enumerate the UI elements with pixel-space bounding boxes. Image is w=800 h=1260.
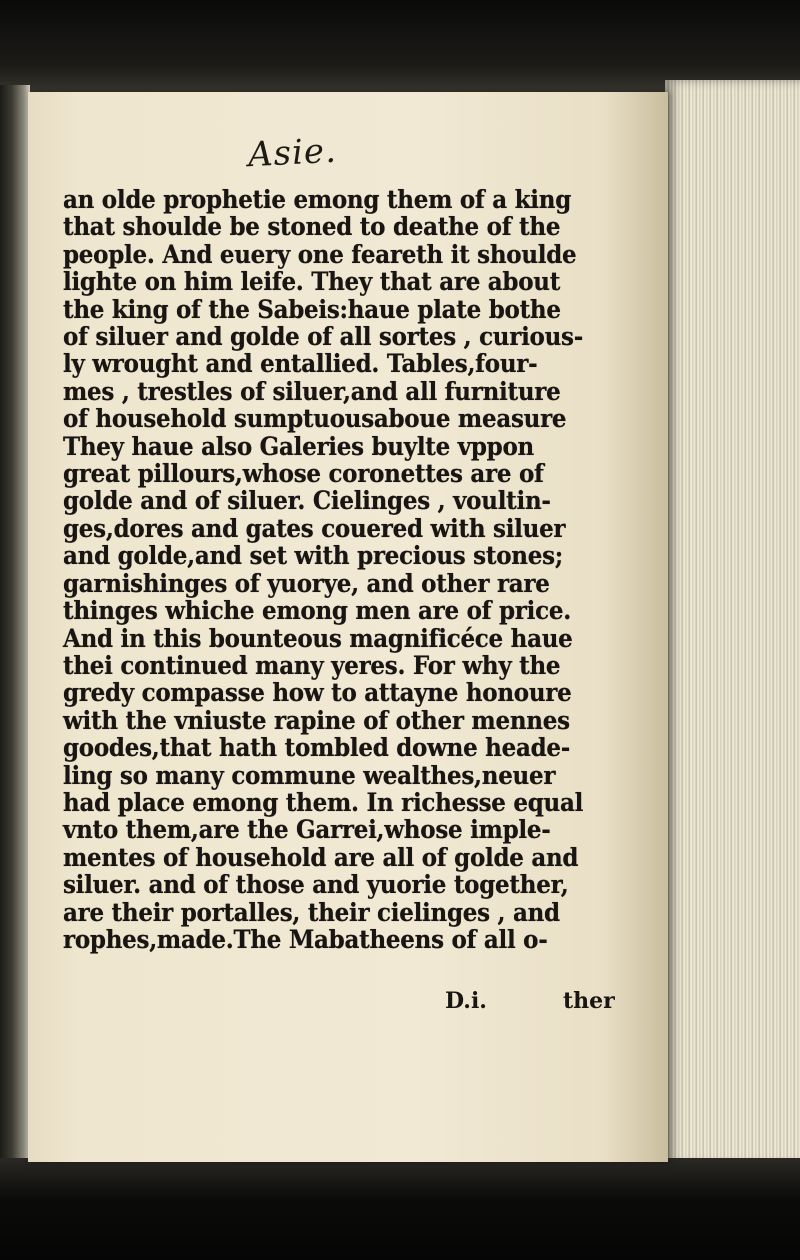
running-head: Asie. bbox=[247, 130, 338, 176]
text-line: mes , trestles of siluer,and all furniture bbox=[63, 376, 561, 406]
text-line: And in this bounteous magnificéce haue bbox=[63, 623, 573, 653]
text-line: vnto them,are the Garrei,whose imple- bbox=[63, 815, 551, 845]
text-line: thinges whiche emong men are of price. bbox=[63, 596, 571, 626]
text-line: that shoulde be stoned to deathe of the bbox=[63, 212, 561, 242]
book-spine-edge bbox=[0, 85, 30, 1165]
text-line: of siluer and golde of all sortes , curious- bbox=[63, 322, 584, 352]
text-line: siluer. and of those and yuorie together, bbox=[63, 870, 569, 900]
text-line: mentes of household are all of golde and bbox=[63, 842, 579, 872]
text-line: people. And euery one feareth it shoulde bbox=[63, 239, 577, 269]
text-line: had place emong them. In richesse equal bbox=[63, 787, 584, 817]
text-line: ly wrought and entallied. Tables,four- bbox=[63, 349, 538, 379]
text-line: goodes,that hath tombled downe heade- bbox=[63, 733, 571, 763]
text-line: of household sumptuousaboue measure bbox=[63, 404, 567, 434]
text-line: the king of the Sabeis:haue plate bothe bbox=[63, 294, 561, 324]
text-line: and golde,and set with precious stones; bbox=[63, 541, 563, 571]
text-line: gredy compasse how to attayne honoure bbox=[63, 678, 572, 708]
scan-background-bottom bbox=[0, 1158, 800, 1260]
text-line: thei continued many yeres. For why the bbox=[63, 650, 561, 680]
catchword: ther bbox=[563, 988, 615, 1014]
text-line: are their portalles, their cielinges , and bbox=[63, 897, 560, 927]
text-line: ling so many commune wealthes,neuer bbox=[63, 760, 556, 790]
text-line: garnishinges of yuorye, and other rare bbox=[63, 568, 550, 598]
text-line: an olde prophetie emong them of a king bbox=[63, 185, 572, 214]
text-line: with the vniuste rapine of other mennes bbox=[63, 705, 570, 735]
text-line: great pillours,whose coronettes are of bbox=[63, 459, 544, 489]
page-fore-edge bbox=[665, 80, 800, 1165]
body-text bbox=[63, 186, 623, 953]
signature-mark: D.i. bbox=[445, 988, 487, 1014]
text-line: lighte on him leife. They that are about bbox=[63, 267, 561, 297]
text-line: rophes,made.The Mabatheens of all o- bbox=[63, 924, 548, 954]
text-line: golde and of siluer. Cielinges , voultin- bbox=[63, 486, 551, 516]
text-line: ges,dores and gates couered with siluer bbox=[63, 513, 566, 543]
text-line: They haue also Galeries buylte vppon bbox=[63, 431, 534, 461]
